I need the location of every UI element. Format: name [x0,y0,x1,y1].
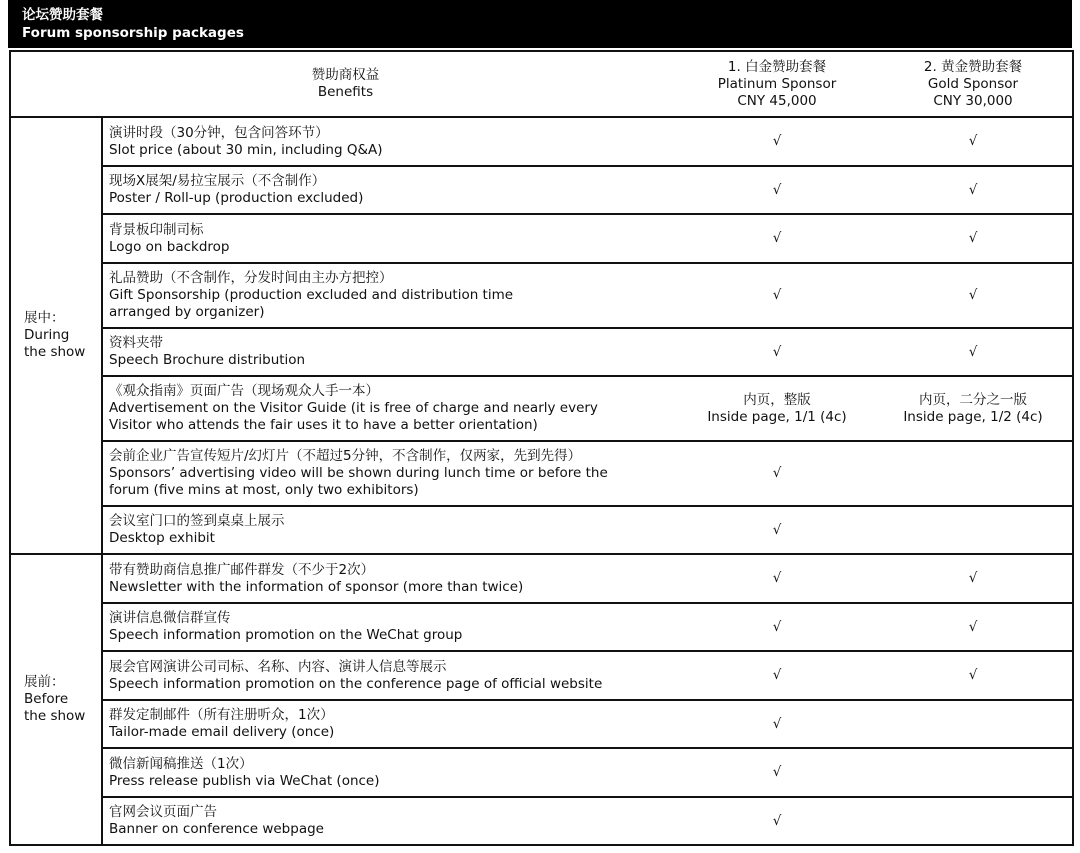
benefit-cn: 群发定制邮件（所有注册听众，1次） [109,707,334,723]
benefit-en: Newsletter with the information of sponsor (more than twice) [109,578,524,595]
gold-value: √ [968,230,978,246]
benefit-cell [102,328,680,376]
benefit-cn: 资料夹带 [109,335,163,351]
benefit-cn: 带有赞助商信息推广邮件群发（不少于2次） [109,561,375,578]
benefit-en: Slot price (about 30 min, including Q&A) [109,141,383,158]
gold-value: √ [968,667,978,683]
benefits-header-en: Benefits [317,84,374,100]
platinum-value-cell [680,506,874,554]
platinum-value-cell [680,651,874,700]
benefit-cell [102,441,680,506]
benefit-cn: 背景板印制司标 [109,221,204,238]
benefit-en: Logo on backdrop [109,238,230,255]
platinum-value-cell [680,328,874,376]
gold-value-cell [874,376,1073,441]
gold-value-cell [874,214,1073,263]
gold-value-cell [874,117,1073,166]
benefit-cn: 现场X展架/易拉宝展示（不含制作） [109,173,326,189]
benefit-en: Banner on conference webpage [109,821,324,837]
gold-price: CNY 30,000 [933,92,1013,109]
benefit-cn: 演讲时段（30分钟，包含问答环节） [109,124,329,141]
gold-value-cell [874,166,1073,214]
platinum-value-cell [680,376,874,441]
section-label [10,117,102,554]
benefit-en: Sponsors’ advertising video will be shown during lunch time or before the [109,465,608,481]
table-row [10,328,1073,376]
section-label-line: 展中： [24,310,65,326]
table-row [10,441,1073,506]
gold-value-cell [874,328,1073,376]
platinum-value: √ [772,230,782,246]
platinum-value: √ [772,764,782,780]
gold-value: 内页，二分之一版 [919,391,1027,408]
platinum-value: √ [772,570,782,586]
platinum-header-cn: 1. 白金赞助套餐 [727,58,827,75]
platinum-value: √ [772,465,782,481]
gold-value: Inside page, 1/2 (4c) [903,408,1043,425]
section-label-line: the show [24,708,86,724]
section-label [10,554,102,845]
benefit-cn: 演讲信息微信群宣传 [109,610,231,626]
table-row [10,117,1073,166]
table-header-row [10,51,1073,117]
benefit-en: Visitor who attends the fair uses it to have a better orientation) [109,417,538,433]
table-row [10,506,1073,554]
gold-header [874,51,1073,117]
gold-value-cell [874,651,1073,700]
benefit-cell [102,166,680,214]
gold-value-cell [874,700,1073,748]
gold-value-cell [874,748,1073,797]
gold-value: √ [968,343,978,360]
gold-value: √ [968,618,978,635]
benefits-header [10,51,680,117]
platinum-header-en: Platinum Sponsor [717,75,837,92]
gold-value-cell [874,554,1073,603]
gold-value: √ [968,570,978,586]
benefit-cn: 微信新闻稿推送（1次） [109,755,253,772]
platinum-value: √ [772,667,782,683]
platinum-value-cell [680,214,874,263]
gold-value-cell [874,441,1073,506]
benefit-en: Gift Sponsorship (production excluded and distribution time [109,287,514,303]
table-row [10,166,1073,214]
page-header [8,0,1072,48]
benefit-cn: 会前企业广告宣传短片/幻灯片（不超过5分钟，不含制作，仅两家，先到先得） [109,448,582,464]
platinum-value-cell [680,117,874,166]
title-en: Forum sponsorship packages [22,25,244,41]
platinum-header [680,51,874,117]
platinum-value-cell [680,441,874,506]
benefits-header-cn: 赞助商权益 [311,67,380,83]
platinum-value-cell [680,554,874,603]
benefit-cell [102,214,680,263]
platinum-value: √ [772,812,782,829]
gold-value-cell [874,603,1073,651]
gold-value: √ [968,133,978,149]
benefit-en: Desktop exhibit [109,530,215,546]
benefit-cell [102,797,680,845]
benefit-en: Advertisement on the Visitor Guide (it is free of charge and nearly every [109,400,598,416]
table-body [10,117,1073,845]
table-row [10,748,1073,797]
table-row [10,263,1073,328]
platinum-value-cell [680,797,874,845]
gold-value-cell [874,263,1073,328]
title-cn: 论坛赞助套餐 [22,7,103,23]
benefit-cell [102,700,680,748]
benefit-cn: 官网会议页面广告 [109,804,217,820]
platinum-value: √ [772,287,782,303]
gold-value: √ [968,287,978,303]
table-row [10,797,1073,845]
benefit-cn: 展会官网演讲公司司标、名称、内容、演讲人信息等展示 [109,658,447,675]
platinum-value: √ [772,181,782,198]
platinum-price: CNY 45,000 [737,92,817,109]
benefit-en: Speech information promotion on the conference page of official website [109,675,603,692]
gold-value-cell [874,797,1073,845]
benefit-en: arranged by organizer) [109,304,265,320]
table-row [10,376,1073,441]
benefit-cell [102,651,680,700]
benefit-cell [102,117,680,166]
benefit-en: Speech Brochure distribution [109,352,306,368]
benefit-cell [102,554,680,603]
section-label-line: During [24,327,70,343]
table-row [10,603,1073,651]
benefit-cell [102,263,680,328]
benefit-en: Poster / Roll-up (production excluded) [109,190,364,206]
benefit-cell [102,748,680,797]
table-row [10,651,1073,700]
benefit-cn: 《观众指南》页面广告（现场观众人手一本） [109,383,379,399]
platinum-value-cell [680,603,874,651]
benefit-cell [102,506,680,554]
section-label-line: the show [24,344,86,360]
table-row [10,214,1073,263]
platinum-value-cell [680,166,874,214]
table-row [10,554,1073,603]
section-label-line: Before [24,691,69,707]
sponsorship-table [9,50,1074,846]
platinum-value: 内页，整版 [743,391,811,408]
platinum-value-cell [680,748,874,797]
gold-header-en: Gold Sponsor [927,75,1019,92]
platinum-value: Inside page, 1/1 (4c) [707,408,847,425]
platinum-value: √ [772,715,782,732]
benefit-en: Press release publish via WeChat (once) [109,772,380,789]
benefit-cell [102,376,680,441]
benefit-en: Speech information promotion on the WeChat group [109,627,463,643]
section-label-line: 展前： [24,674,65,690]
gold-value-cell [874,506,1073,554]
gold-value: √ [968,181,978,198]
table-row [10,700,1073,748]
benefit-cell [102,603,680,651]
platinum-value: √ [772,343,782,360]
platinum-value-cell [680,700,874,748]
platinum-value-cell [680,263,874,328]
gold-header-cn: 2. 黄金赞助套餐 [923,58,1023,75]
benefit-cn: 会议室门口的签到桌桌上展示 [109,513,285,529]
benefit-en: Tailor-made email delivery (once) [109,724,335,740]
platinum-value: √ [772,133,782,149]
platinum-value: √ [772,521,782,538]
benefit-cn: 礼品赞助（不含制作，分发时间由主办方把控） [109,270,393,286]
benefit-en: forum (five mins at most, only two exhibitors) [109,482,419,498]
platinum-value: √ [772,618,782,635]
